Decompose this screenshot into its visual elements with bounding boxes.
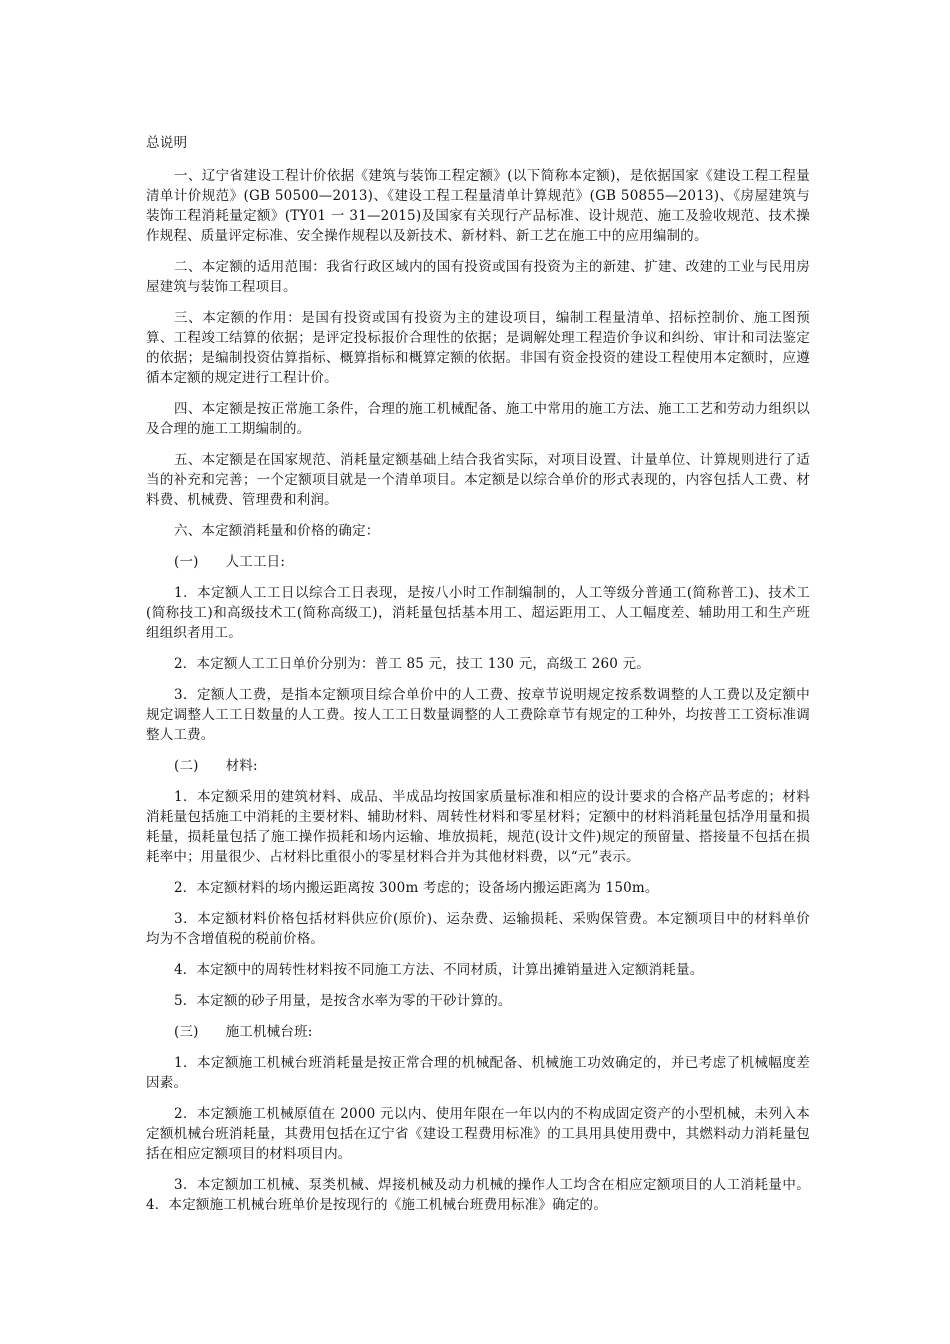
machinery-item-2: 2．本定额施工机械原值在 2000 元以内、使用年限在一年以内的不构成固定资产的小型机械，未列入本定额机械台班消耗量，其费用包括在辽宁省《建设工程费用标准》的工具用具使用费中，其燃料动力消耗量包括在相应定额项目的材料项目内。 xyxy=(146,1106,810,1162)
materials-item-4: 4．本定额中的周转性材料按不同施工方法、不同材质，计算出摊销量进入定额消耗量。 xyxy=(174,962,704,978)
labor-heading: (一) 人工工日: xyxy=(174,554,286,570)
paragraph-2: 二、本定额的适用范围：我省行政区域内的国有投资或国有投资为主的新建、扩建、改建的工业与民用房屋建筑与装饰工程项目。 xyxy=(146,259,810,295)
machinery-heading: (三) 施工机械台班: xyxy=(174,1024,313,1040)
machinery-item-3: 3．本定额加工机械、泵类机械、焊接机械及动力机械的操作人工均含在相应定额项目的人工消耗量中。4．本定额施工机械台班单价是按现行的《施工机械台班费用标准》确定的。 xyxy=(146,1177,810,1213)
labor-item-2: 2．本定额人工工日单价分别为：普工 85 元，技工 130 元，高级工 260 元。 xyxy=(174,656,650,672)
materials-heading: (二) 材料: xyxy=(174,758,258,774)
machinery-item-1: 1．本定额施工机械台班消耗量是按正常合理的机械配备、机械施工功效确定的，并已考虑了机械幅度差因素。 xyxy=(146,1055,810,1091)
materials-item-2: 2．本定额材料的场内搬运距离按 300m 考虑的；设备场内搬运距离为 150m。 xyxy=(174,880,659,896)
labor-item-3: 3．定额人工费，是指本定额项目综合单价中的人工费、按章节说明规定按系数调整的人工费以及定额中规定调整人工工日数量的人工费。按人工工日数量调整的人工费除章节有规定的工种外，均按普工工资标准调整人工费。 xyxy=(146,687,810,743)
document-title: 总说明 xyxy=(146,135,188,151)
materials-item-5: 5．本定额的砂子用量，是按含水率为零的干砂计算的。 xyxy=(174,993,512,1009)
materials-item-3: 3．本定额材料价格包括材料供应价(原价)、运杂费、运输损耗、采购保管费。本定额项目中的材料单价均为不含增值税的税前价格。 xyxy=(146,911,810,947)
paragraph-1: 一、辽宁省建设工程计价依据《建筑与装饰工程定额》(以下简称本定额)，是依据国家《建设工程工程量清单计价规范》(GB 50500—2013)、《建设工程工程量清单计算规范》(GB 50855—2013)、《房屋建筑与装饰工程消耗量定额》(TY01 一 31—2015)及国家有关现行产品标准、设计规范、施工及验收规范、技术操作规程、质量评定标准、安全操作规程以及新技术、新材料、新工艺在施工中的应用编制的。 xyxy=(146,168,810,244)
paragraph-4: 四、本定额是按正常施工条件，合理的施工机械配备、施工中常用的施工方法、施工工艺和劳动力组织以及合理的施工工期编制的。 xyxy=(146,401,810,437)
materials-item-1: 1．本定额采用的建筑材料、成品、半成品均按国家质量标准和相应的设计要求的合格产品考虑的；材料消耗量包括施工中消耗的主要材料、辅助材料、周转性材料和零星材料；定额中的材料消耗量包括净用量和损耗量，损耗量包括了施工操作损耗和场内运输、堆放损耗，规范(设计文件)规定的预留量、搭接量不包括在损耗率中；用量很少、占材料比重很小的零星材料合并为其他材料费，以“元”表示。 xyxy=(146,789,810,865)
labor-item-1: 1．本定额人工工日以综合工日表现，是按八小时工作制编制的，人工等级分普通工(简称普工)、技术工(简称技工)和高级技术工(简称高级工)，消耗量包括基本用工、超运距用工、人工幅度差、辅助用工和生产班组组织者用工。 xyxy=(146,585,810,641)
paragraph-3: 三、本定额的作用：是国有投资或国有投资为主的建设项目，编制工程量清单、招标控制价、施工图预算、工程竣工结算的依据；是评定投标报价合理性的依据；是调解处理工程造价争议和纠纷、审计和司法鉴定的依据；是编制投资估算指标、概算指标和概算定额的依据。非国有资金投资的建设工程使用本定额时，应遵循本定额的规定进行工程计价。 xyxy=(146,310,810,386)
document-page xyxy=(146,133,810,1226)
paragraph-6: 六、本定额消耗量和价格的确定： xyxy=(174,523,380,539)
paragraph-5: 五、本定额是在国家规范、消耗量定额基础上结合我省实际，对项目设置、计量单位、计算规则进行了适当的补充和完善；一个定额项目就是一个清单项目。本定额是以综合单价的形式表现的，内容包括人工费、材料费、机械费、管理费和利润。 xyxy=(146,452,810,508)
